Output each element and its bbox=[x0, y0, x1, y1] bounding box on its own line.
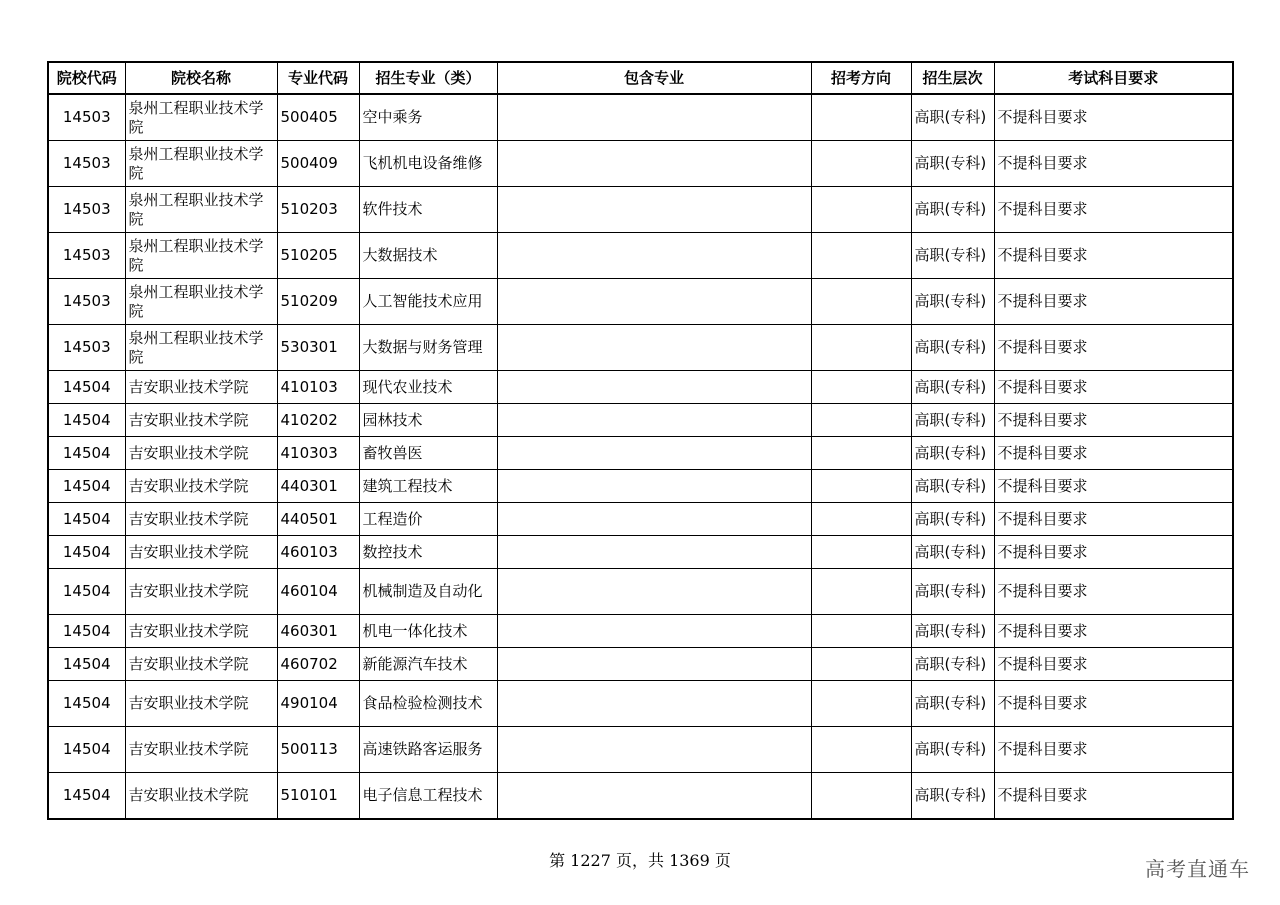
cell-major-code: 410202 bbox=[277, 404, 359, 437]
cell-level: 高职(专科) bbox=[911, 773, 994, 820]
cell-direction bbox=[811, 615, 911, 648]
cell-major-code: 500409 bbox=[277, 141, 359, 187]
cell-included-majors bbox=[497, 470, 811, 503]
cell-exam-requirement: 不提科目要求 bbox=[994, 325, 1233, 371]
cell-school-name: 吉安职业技术学院 bbox=[125, 569, 277, 615]
page-footer: 第 1227 页，共 1369 页 bbox=[549, 851, 731, 870]
cell-exam-requirement: 不提科目要求 bbox=[994, 727, 1233, 773]
cell-direction bbox=[811, 404, 911, 437]
cell-major: 数控技术 bbox=[359, 536, 497, 569]
cell-school-name: 吉安职业技术学院 bbox=[125, 681, 277, 727]
cell-level: 高职(专科) bbox=[911, 141, 994, 187]
table-row bbox=[48, 141, 1233, 187]
cell-direction bbox=[811, 648, 911, 681]
cell-major: 高速铁路客运服务 bbox=[359, 727, 497, 773]
cell-exam-requirement: 不提科目要求 bbox=[994, 615, 1233, 648]
cell-school-name: 吉安职业技术学院 bbox=[125, 615, 277, 648]
cell-exam-requirement: 不提科目要求 bbox=[994, 470, 1233, 503]
cell-level: 高职(专科) bbox=[911, 681, 994, 727]
cell-direction bbox=[811, 437, 911, 470]
cell-major: 新能源汽车技术 bbox=[359, 648, 497, 681]
cell-direction bbox=[811, 569, 911, 615]
cell-exam-requirement: 不提科目要求 bbox=[994, 569, 1233, 615]
cell-included-majors bbox=[497, 141, 811, 187]
cell-school-code: 14504 bbox=[48, 569, 125, 615]
header-major-code: 专业代码 bbox=[277, 62, 359, 94]
cell-major-code: 460702 bbox=[277, 648, 359, 681]
cell-major-code: 460104 bbox=[277, 569, 359, 615]
cell-major: 机械制造及自动化 bbox=[359, 569, 497, 615]
cell-level: 高职(专科) bbox=[911, 404, 994, 437]
cell-school-code: 14504 bbox=[48, 615, 125, 648]
cell-exam-requirement: 不提科目要求 bbox=[994, 773, 1233, 820]
cell-school-code: 14504 bbox=[48, 681, 125, 727]
cell-included-majors bbox=[497, 681, 811, 727]
table-row bbox=[48, 503, 1233, 536]
cell-level: 高职(专科) bbox=[911, 437, 994, 470]
cell-included-majors bbox=[497, 536, 811, 569]
cell-level: 高职(专科) bbox=[911, 279, 994, 325]
header-school-name: 院校名称 bbox=[125, 62, 277, 94]
cell-included-majors bbox=[497, 371, 811, 404]
cell-school-code: 14504 bbox=[48, 773, 125, 820]
table-row bbox=[48, 325, 1233, 371]
cell-direction bbox=[811, 470, 911, 503]
cell-exam-requirement: 不提科目要求 bbox=[994, 141, 1233, 187]
cell-direction bbox=[811, 325, 911, 371]
cell-level: 高职(专科) bbox=[911, 470, 994, 503]
cell-major-code: 460103 bbox=[277, 536, 359, 569]
cell-major: 畜牧兽医 bbox=[359, 437, 497, 470]
cell-school-name: 泉州工程职业技术学院 bbox=[125, 94, 277, 141]
cell-major: 空中乘务 bbox=[359, 94, 497, 141]
cell-included-majors bbox=[497, 503, 811, 536]
cell-major: 食品检验检测技术 bbox=[359, 681, 497, 727]
cell-school-code: 14503 bbox=[48, 279, 125, 325]
cell-school-name: 吉安职业技术学院 bbox=[125, 437, 277, 470]
table-row bbox=[48, 187, 1233, 233]
cell-major-code: 510205 bbox=[277, 233, 359, 279]
cell-school-name: 吉安职业技术学院 bbox=[125, 536, 277, 569]
table-row bbox=[48, 648, 1233, 681]
cell-included-majors bbox=[497, 569, 811, 615]
cell-included-majors bbox=[497, 94, 811, 141]
cell-level: 高职(专科) bbox=[911, 233, 994, 279]
cell-exam-requirement: 不提科目要求 bbox=[994, 503, 1233, 536]
table-row bbox=[48, 371, 1233, 404]
header-level: 招生层次 bbox=[911, 62, 994, 94]
table-row bbox=[48, 536, 1233, 569]
cell-exam-requirement: 不提科目要求 bbox=[994, 648, 1233, 681]
cell-major-code: 410303 bbox=[277, 437, 359, 470]
cell-major-code: 460301 bbox=[277, 615, 359, 648]
cell-major: 建筑工程技术 bbox=[359, 470, 497, 503]
cell-major: 工程造价 bbox=[359, 503, 497, 536]
cell-major: 人工智能技术应用 bbox=[359, 279, 497, 325]
cell-school-name: 吉安职业技术学院 bbox=[125, 648, 277, 681]
cell-exam-requirement: 不提科目要求 bbox=[994, 233, 1233, 279]
cell-school-code: 14504 bbox=[48, 648, 125, 681]
cell-level: 高职(专科) bbox=[911, 648, 994, 681]
cell-major-code: 490104 bbox=[277, 681, 359, 727]
cell-exam-requirement: 不提科目要求 bbox=[994, 187, 1233, 233]
table-row bbox=[48, 773, 1233, 820]
cell-included-majors bbox=[497, 727, 811, 773]
cell-major: 飞机机电设备维修 bbox=[359, 141, 497, 187]
table-row bbox=[48, 404, 1233, 437]
cell-included-majors bbox=[497, 615, 811, 648]
cell-direction bbox=[811, 681, 911, 727]
cell-major: 大数据技术 bbox=[359, 233, 497, 279]
cell-school-code: 14504 bbox=[48, 437, 125, 470]
cell-school-code: 14503 bbox=[48, 325, 125, 371]
cell-school-code: 14504 bbox=[48, 727, 125, 773]
cell-direction bbox=[811, 94, 911, 141]
cell-school-code: 14504 bbox=[48, 503, 125, 536]
cell-direction bbox=[811, 371, 911, 404]
cell-major-code: 500405 bbox=[277, 94, 359, 141]
cell-school-code: 14503 bbox=[48, 141, 125, 187]
cell-included-majors bbox=[497, 773, 811, 820]
cell-major: 软件技术 bbox=[359, 187, 497, 233]
header-major: 招生专业（类） bbox=[359, 62, 497, 94]
header-school-code: 院校代码 bbox=[48, 62, 125, 94]
cell-level: 高职(专科) bbox=[911, 325, 994, 371]
cell-included-majors bbox=[497, 187, 811, 233]
cell-level: 高职(专科) bbox=[911, 187, 994, 233]
cell-school-name: 吉安职业技术学院 bbox=[125, 727, 277, 773]
cell-major-code: 510203 bbox=[277, 187, 359, 233]
header-exam-requirement: 考试科目要求 bbox=[994, 62, 1233, 94]
cell-exam-requirement: 不提科目要求 bbox=[994, 371, 1233, 404]
header-direction: 招考方向 bbox=[811, 62, 911, 94]
cell-included-majors bbox=[497, 648, 811, 681]
table-row bbox=[48, 681, 1233, 727]
cell-school-name: 吉安职业技术学院 bbox=[125, 404, 277, 437]
cell-exam-requirement: 不提科目要求 bbox=[994, 404, 1233, 437]
cell-major: 园林技术 bbox=[359, 404, 497, 437]
cell-school-code: 14504 bbox=[48, 371, 125, 404]
cell-major: 大数据与财务管理 bbox=[359, 325, 497, 371]
cell-major-code: 530301 bbox=[277, 325, 359, 371]
cell-direction bbox=[811, 503, 911, 536]
cell-major: 机电一体化技术 bbox=[359, 615, 497, 648]
cell-school-name: 泉州工程职业技术学院 bbox=[125, 187, 277, 233]
cell-direction bbox=[811, 233, 911, 279]
table-row bbox=[48, 279, 1233, 325]
cell-school-code: 14504 bbox=[48, 536, 125, 569]
cell-school-name: 吉安职业技术学院 bbox=[125, 503, 277, 536]
cell-major: 现代农业技术 bbox=[359, 371, 497, 404]
cell-major-code: 440501 bbox=[277, 503, 359, 536]
cell-major-code: 500113 bbox=[277, 727, 359, 773]
table-row bbox=[48, 569, 1233, 615]
cell-level: 高职(专科) bbox=[911, 569, 994, 615]
cell-exam-requirement: 不提科目要求 bbox=[994, 94, 1233, 141]
cell-school-code: 14503 bbox=[48, 233, 125, 279]
cell-direction bbox=[811, 187, 911, 233]
table-row bbox=[48, 727, 1233, 773]
cell-included-majors bbox=[497, 279, 811, 325]
cell-direction bbox=[811, 279, 911, 325]
table-row bbox=[48, 94, 1233, 141]
table-row bbox=[48, 470, 1233, 503]
cell-school-code: 14504 bbox=[48, 404, 125, 437]
cell-exam-requirement: 不提科目要求 bbox=[994, 681, 1233, 727]
header-row bbox=[48, 62, 1233, 94]
cell-major-code: 410103 bbox=[277, 371, 359, 404]
cell-exam-requirement: 不提科目要求 bbox=[994, 536, 1233, 569]
cell-major-code: 510209 bbox=[277, 279, 359, 325]
cell-direction bbox=[811, 141, 911, 187]
cell-school-code: 14503 bbox=[48, 94, 125, 141]
cell-level: 高职(专科) bbox=[911, 94, 994, 141]
table-row bbox=[48, 233, 1233, 279]
cell-direction bbox=[811, 536, 911, 569]
cell-exam-requirement: 不提科目要求 bbox=[994, 279, 1233, 325]
cell-direction bbox=[811, 773, 911, 820]
cell-major: 电子信息工程技术 bbox=[359, 773, 497, 820]
cell-major-code: 440301 bbox=[277, 470, 359, 503]
cell-school-name: 泉州工程职业技术学院 bbox=[125, 325, 277, 371]
cell-exam-requirement: 不提科目要求 bbox=[994, 437, 1233, 470]
cell-included-majors bbox=[497, 437, 811, 470]
cell-school-code: 14503 bbox=[48, 187, 125, 233]
cell-level: 高职(专科) bbox=[911, 615, 994, 648]
cell-school-code: 14504 bbox=[48, 470, 125, 503]
admissions-table bbox=[47, 61, 1234, 820]
cell-major-code: 510101 bbox=[277, 773, 359, 820]
table-row bbox=[48, 615, 1233, 648]
cell-included-majors bbox=[497, 233, 811, 279]
cell-school-name: 泉州工程职业技术学院 bbox=[125, 233, 277, 279]
cell-school-name: 吉安职业技术学院 bbox=[125, 773, 277, 820]
cell-level: 高职(专科) bbox=[911, 371, 994, 404]
cell-school-name: 泉州工程职业技术学院 bbox=[125, 279, 277, 325]
cell-level: 高职(专科) bbox=[911, 503, 994, 536]
cell-school-name: 吉安职业技术学院 bbox=[125, 371, 277, 404]
watermark: 高考直通车 bbox=[1145, 857, 1250, 881]
cell-direction bbox=[811, 727, 911, 773]
cell-level: 高职(专科) bbox=[911, 536, 994, 569]
header-included-majors: 包含专业 bbox=[497, 62, 811, 94]
cell-included-majors bbox=[497, 325, 811, 371]
cell-level: 高职(专科) bbox=[911, 727, 994, 773]
cell-school-name: 吉安职业技术学院 bbox=[125, 470, 277, 503]
table-row bbox=[48, 437, 1233, 470]
cell-included-majors bbox=[497, 404, 811, 437]
cell-school-name: 泉州工程职业技术学院 bbox=[125, 141, 277, 187]
